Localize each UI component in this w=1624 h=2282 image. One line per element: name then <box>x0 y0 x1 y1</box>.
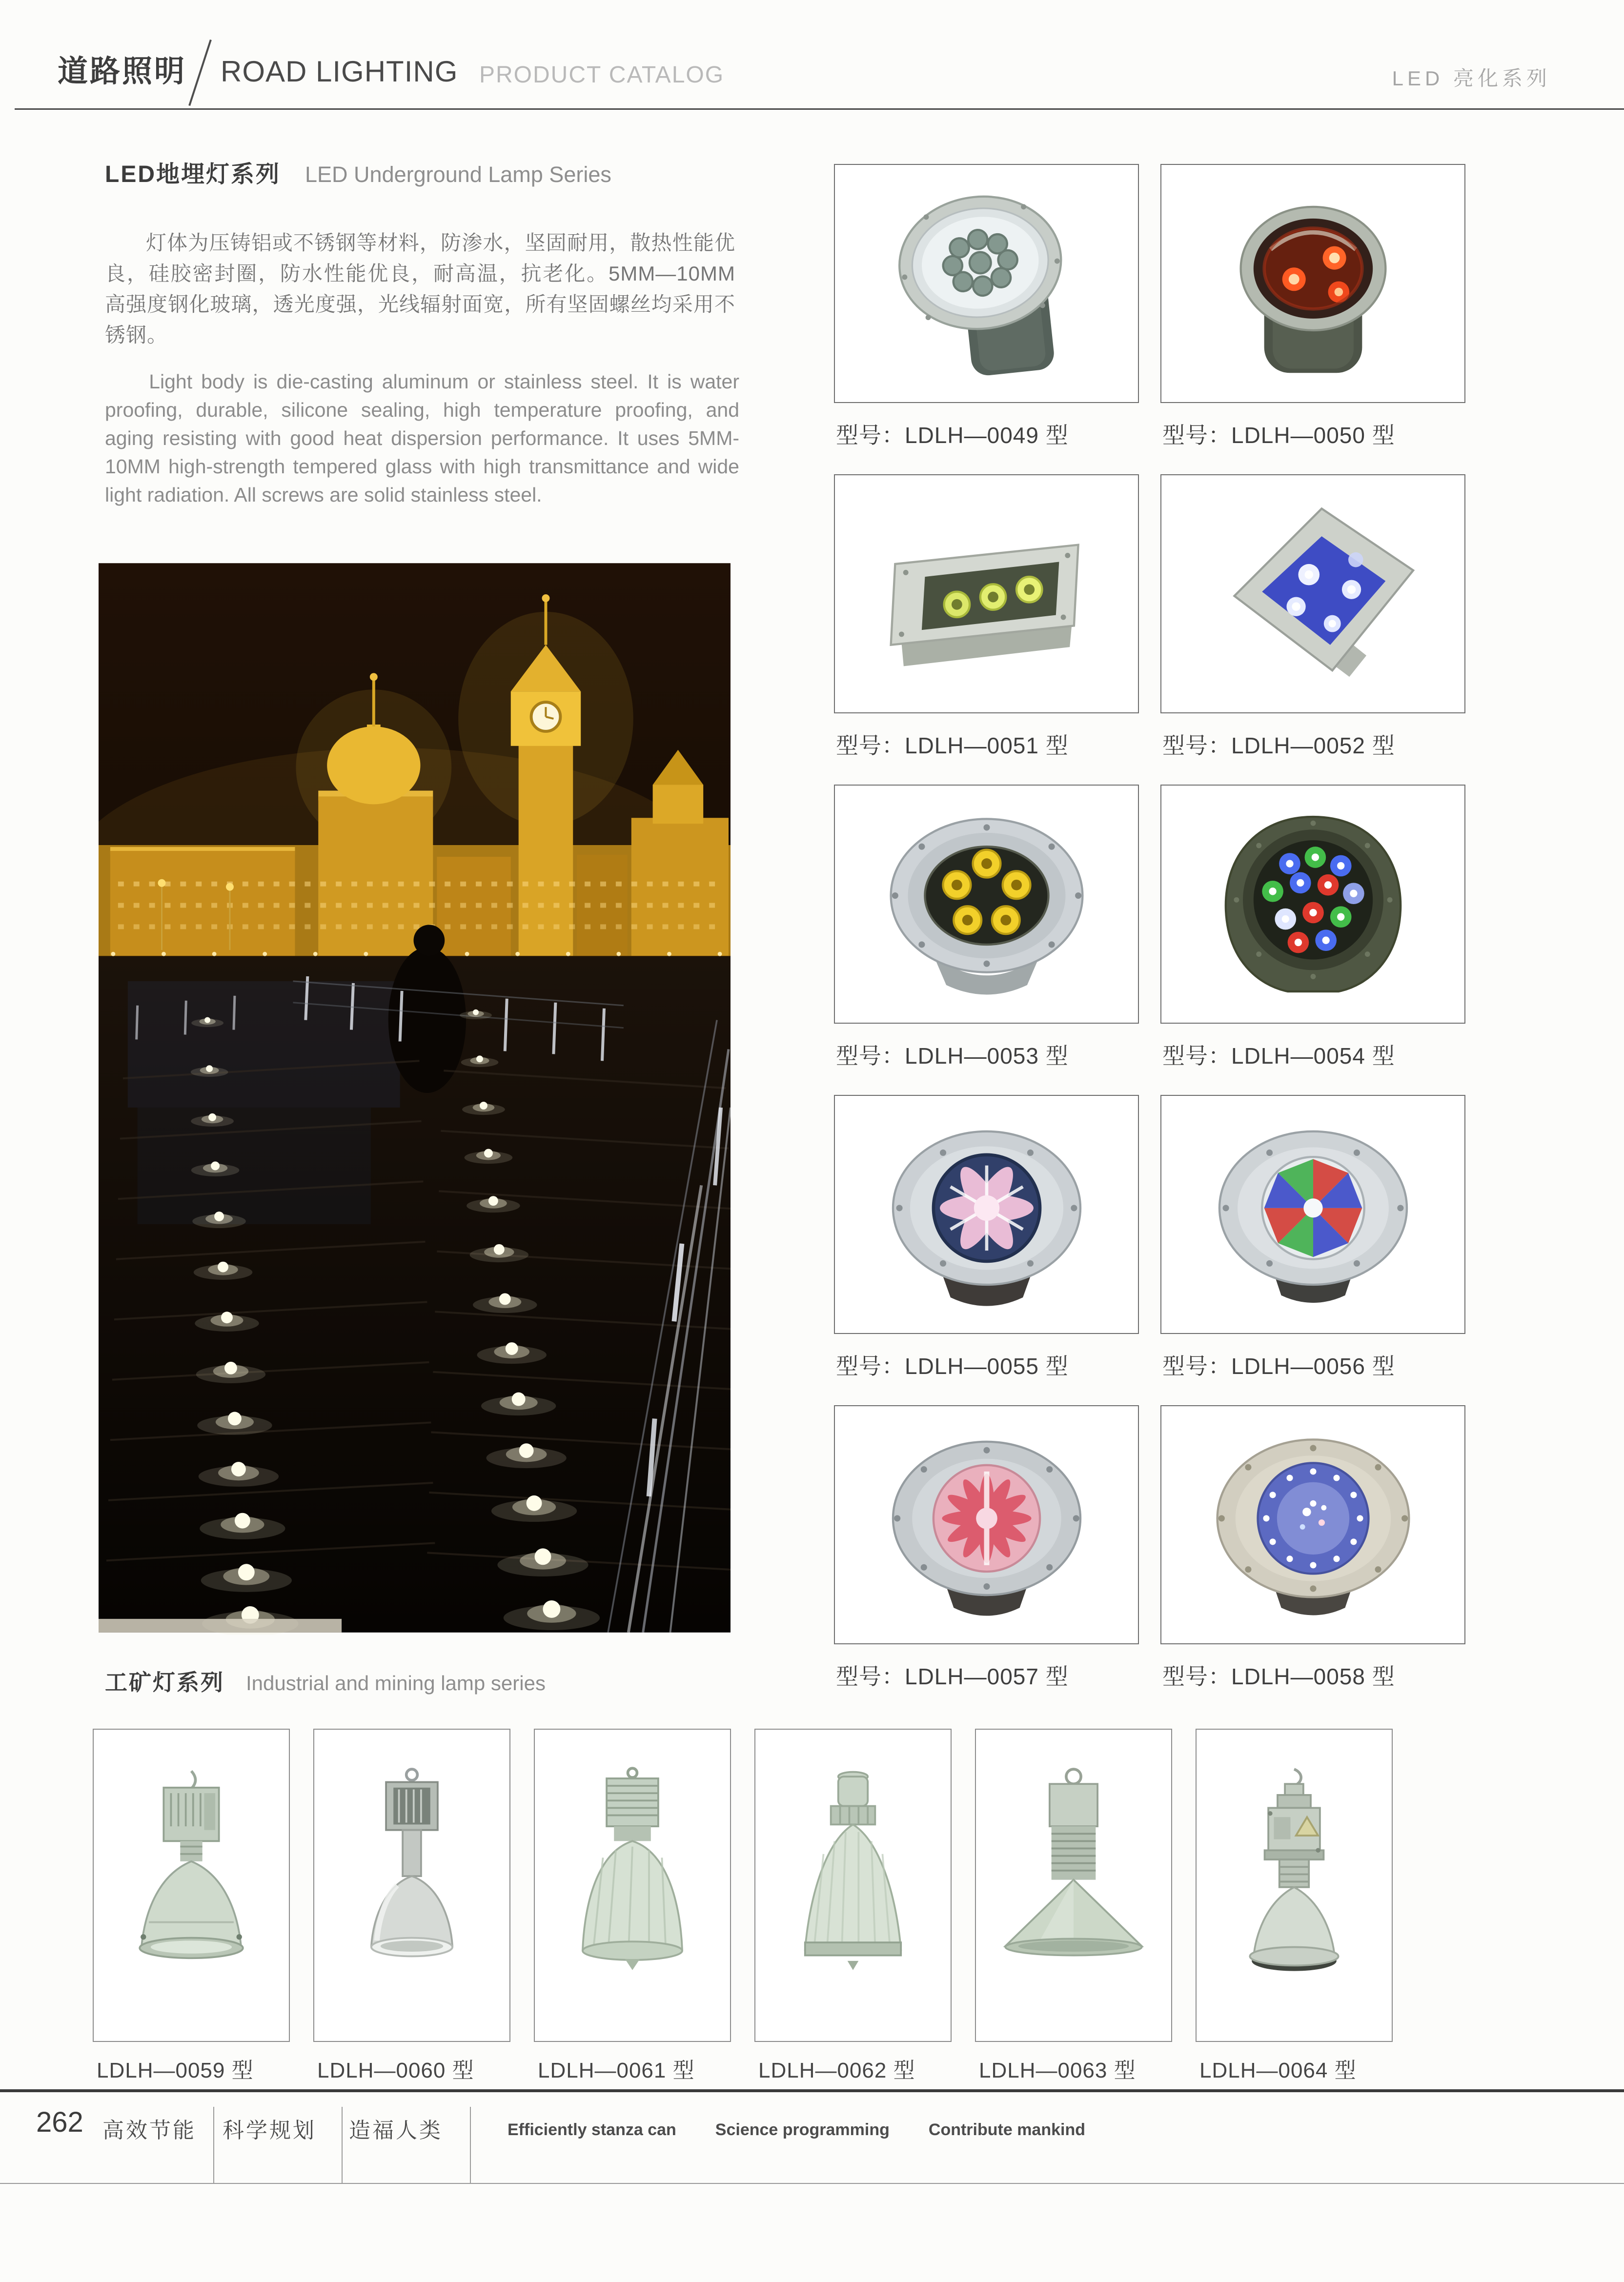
product-card <box>1160 785 1465 1095</box>
series-label: LED 亮化系列 <box>1392 67 1551 90</box>
product-image-box <box>1160 1405 1465 1644</box>
brand-slash-divider <box>188 40 212 106</box>
underground-lamp-multicolor-led-illustration <box>1196 799 1430 1009</box>
highbay-lamp-prismatic-shade-illustration <box>549 1741 715 2029</box>
product-image-box <box>754 1729 952 2042</box>
highbay-lamp-explosion-proof-illustration <box>1211 1741 1377 2029</box>
underground-lamp-white-9led-illustration <box>870 179 1104 388</box>
highbay-lamp-tall-prismatic-illustration <box>770 1741 936 2029</box>
underground-lamp-square-blue-led-illustration <box>1196 489 1430 699</box>
product-image-box <box>93 1729 290 2042</box>
product-image-box <box>1160 785 1465 1024</box>
footer-slogan-en-1: Efficiently stanza can <box>508 2120 676 2139</box>
product-image-box <box>834 1405 1139 1644</box>
page-number: 262 <box>36 2106 83 2138</box>
section-title-cn: LED地埋灯系列 <box>105 162 281 187</box>
product-model-label: 型号：LDLH—0051 型 <box>836 733 1069 758</box>
product-card <box>534 1729 731 2084</box>
product-model-label: LDLH—0064 型 <box>1199 2059 1357 2082</box>
underground-lamp-red-flower-led-illustration <box>870 1420 1104 1630</box>
footer-slogan-en-3: Contribute mankind <box>928 2120 1085 2139</box>
underground-section-title <box>105 155 611 189</box>
product-model-label: 型号：LDLH—0055 型 <box>836 1353 1069 1379</box>
product-card <box>834 1095 1139 1405</box>
product-model-label: 型号：LDLH—0054 型 <box>1162 1043 1395 1069</box>
product-card <box>834 1405 1139 1716</box>
underground-lamp-blue-dots-led-illustration <box>1196 1420 1430 1630</box>
product-image-box <box>1160 164 1465 403</box>
product-card <box>754 1729 952 2084</box>
footer-slogan-en-2: Science programming <box>715 2120 890 2139</box>
product-image-box <box>834 1095 1139 1334</box>
product-card <box>1160 164 1465 474</box>
footer-slogan-cn-1: 高效节能 <box>102 2119 196 2142</box>
product-model-label: 型号：LDLH—0058 型 <box>1162 1664 1395 1689</box>
product-card <box>1160 474 1465 785</box>
footer-divider <box>342 2107 343 2183</box>
footer-divider <box>470 2107 471 2183</box>
product-card <box>1160 1405 1465 1716</box>
description-paragraph-en: Light body is die-casting aluminum or stainless steel. It is water proofing, durable, silicone sealing, high temperature proofing, and aging resisting with good heat dispersion performance. It uses 5MM-10MM high-strength tempered glass with high transmittance and wide light radiation. All screws are solid stainless steel. <box>105 370 739 506</box>
underground-lamp-red-3led-illustration <box>1196 179 1430 388</box>
bund-night-scene-photo <box>99 561 731 1635</box>
product-card <box>313 1729 510 2084</box>
highbay-lamp-wide-cone-illustration <box>991 1741 1157 2029</box>
underground-lamp-pink-star-led-illustration <box>870 1110 1104 1319</box>
product-model-label: 型号：LDLH—0052 型 <box>1162 733 1395 758</box>
brand-title-en: ROAD LIGHTING <box>221 55 458 88</box>
product-model-label: 型号：LDLH—0049 型 <box>836 423 1069 448</box>
product-image-box <box>1196 1729 1393 2042</box>
industrial-product-row <box>93 1729 1393 2084</box>
product-image-box <box>1160 1095 1465 1334</box>
product-model-label: 型号：LDLH—0056 型 <box>1162 1353 1395 1379</box>
product-image-box <box>834 785 1139 1024</box>
description-paragraph-cn: 灯体为压铸铝或不锈钢等材料，防渗水，坚固耐用，散热性能优良，硅胶密封圈，防水性能优良，耐高温，抗老化。5MM—10MM高强度钢化玻璃，透光度强，光线辐射面宽，所有坚固螺丝均采用不锈钢。 <box>105 231 735 346</box>
product-model-label: LDLH—0062 型 <box>758 2059 915 2082</box>
product-model-label: LDLH—0059 型 <box>97 2059 254 2082</box>
footer-rule-top <box>0 2089 1624 2092</box>
product-model-label: 型号：LDLH—0053 型 <box>836 1043 1069 1069</box>
section-title-en: LED Underground Lamp Series <box>305 162 611 187</box>
footer-divider <box>213 2107 214 2183</box>
product-image-box <box>834 474 1139 713</box>
underground-product-grid <box>834 164 1465 1716</box>
product-image-box <box>534 1729 731 2042</box>
product-card <box>1160 1095 1465 1405</box>
product-card <box>93 1729 290 2084</box>
product-model-label: 型号：LDLH—0050 型 <box>1162 423 1395 448</box>
product-image-box <box>313 1729 510 2042</box>
product-image-box <box>834 164 1139 403</box>
product-card <box>834 785 1139 1095</box>
product-card <box>834 164 1139 474</box>
highbay-lamp-polished-bell-illustration <box>329 1741 495 2029</box>
industrial-section-title <box>105 1665 546 1697</box>
brand-title-cn: 道路照明 <box>58 55 187 88</box>
product-image-box <box>1160 474 1465 713</box>
product-card <box>1196 1729 1393 2084</box>
footer-rule-bottom <box>0 2183 1624 2184</box>
photo-stairs-foreground <box>99 925 731 1635</box>
footer-slogans-en <box>508 2120 1085 2140</box>
product-image-box <box>975 1729 1172 2042</box>
product-model-label: LDLH—0061 型 <box>538 2059 695 2082</box>
brand-subtitle: PRODUCT CATALOG <box>479 62 725 88</box>
underground-lamp-rect-3led-illustration <box>870 489 1104 699</box>
product-card <box>975 1729 1172 2084</box>
footer-slogan-cn-3: 造福人类 <box>349 2119 443 2142</box>
product-model-label: LDLH—0060 型 <box>317 2059 474 2082</box>
underground-lamp-rgb-pinwheel-led-illustration <box>1196 1110 1430 1319</box>
section-title-cn: 工矿灯系列 <box>105 1670 224 1695</box>
highbay-lamp-bell-shade-illustration <box>108 1741 274 2029</box>
product-model-label: LDLH—0063 型 <box>979 2059 1136 2082</box>
section-title-en: Industrial and mining lamp series <box>246 1672 546 1695</box>
product-card <box>834 474 1139 785</box>
underground-lamp-5-yellow-led-illustration <box>870 799 1104 1009</box>
header-rule <box>15 108 1624 110</box>
product-model-label: 型号：LDLH—0057 型 <box>836 1664 1069 1689</box>
footer-slogan-cn-2: 科学规划 <box>223 2119 316 2142</box>
